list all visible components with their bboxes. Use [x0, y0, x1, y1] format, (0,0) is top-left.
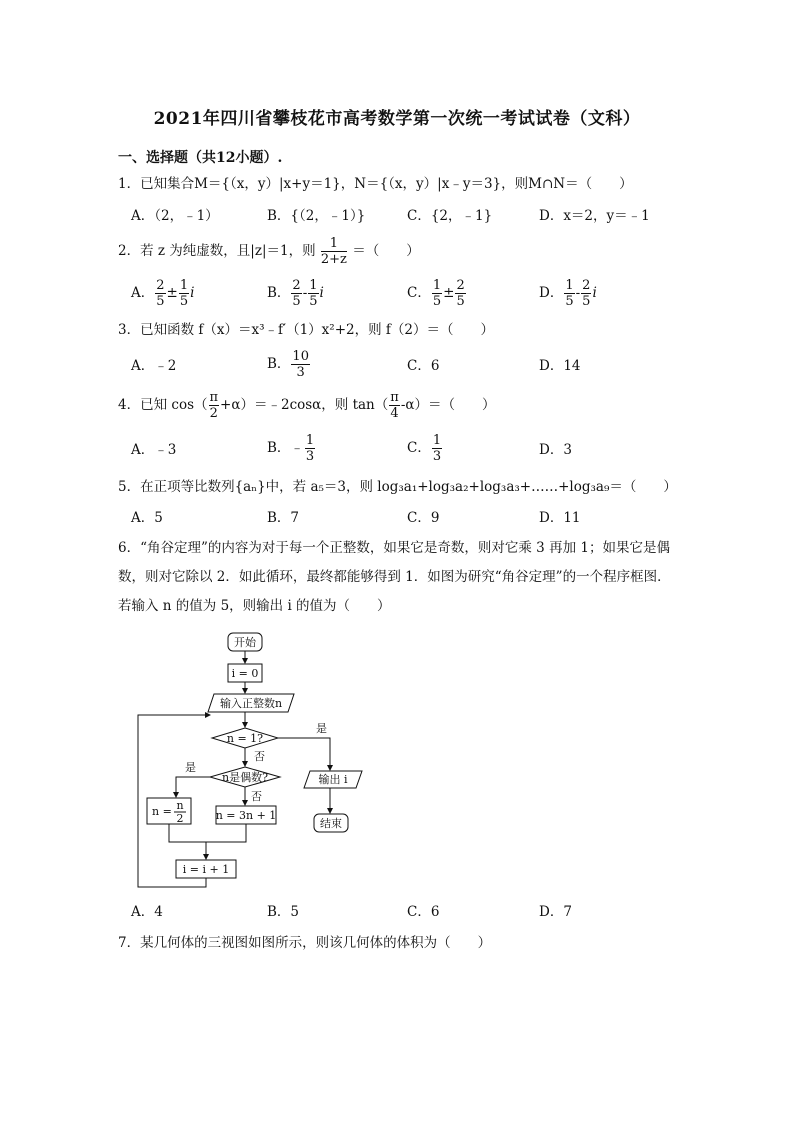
- flow-yes-label-2: 是: [185, 761, 196, 774]
- question-4-stem: 4．已知 cos（ $\frac{\pi}{2}$ +α）＝﹣2cosα，则 tan（ $\frac{\pi}{4}$ -α）＝（ ）: [118, 390, 496, 421]
- svg-text:输入正整数n: 输入正整数n: [219, 697, 283, 710]
- question-2-stem: 2．若 z 为纯虚数，且|z|＝1，则 $\frac{1}{2+z}$ ＝（ ）: [118, 236, 420, 267]
- q6-option-b[interactable]: B．5: [267, 904, 300, 920]
- svg-text:开始: 开始: [234, 636, 256, 649]
- flow-init-node: [228, 664, 262, 682]
- q2-option-d[interactable]: D． $\frac{1}{5}$ - $\frac{2}{5}$ i: [539, 278, 597, 309]
- q3-option-b[interactable]: B． $\frac{10}{3}$: [267, 349, 309, 380]
- svg-text:n = 3n + 1: n = 3n + 1: [215, 809, 277, 822]
- q2-option-a[interactable]: A． $\frac{2}{5}$ ± $\frac{1}{5}$ i: [131, 278, 195, 309]
- question-3-stem: 3．已知函数 f（x）＝x³﹣f′（1）x²+2，则 f（2）＝（ ）: [118, 322, 494, 338]
- q1-option-b[interactable]: B．{（2，﹣1）}: [267, 208, 366, 224]
- flow-start-node: [228, 633, 262, 651]
- svg-text:n是偶数?: n是偶数?: [222, 771, 268, 784]
- q5-option-b[interactable]: B．7: [267, 510, 300, 526]
- q5-option-a[interactable]: A．5: [131, 510, 163, 526]
- q6-option-c[interactable]: C．6: [407, 904, 440, 920]
- svg-text:n: n: [176, 799, 184, 812]
- q2-option-b[interactable]: B． $\frac{2}{5}$ - $\frac{1}{5}$ i: [267, 278, 324, 309]
- flow-even-node: [147, 798, 191, 825]
- q4-option-c[interactable]: C． $\frac{1}{3}$: [407, 433, 442, 464]
- flowchart-diagram: [130, 625, 410, 895]
- svg-text:n =: n =: [152, 805, 172, 818]
- q1-option-c[interactable]: C．{2，﹣1}: [407, 208, 493, 224]
- q3-option-d[interactable]: D．14: [539, 358, 581, 374]
- page-title: 2021年四川省攀枝花市高考数学第一次统一考试试卷（文科）: [153, 109, 641, 129]
- flow-no-label-2: 否: [251, 790, 262, 803]
- q5-option-d[interactable]: D．11: [539, 510, 581, 526]
- flow-output-node: [304, 771, 362, 788]
- svg-text:n = 1?: n = 1?: [226, 732, 264, 745]
- flow-inc-node: [176, 860, 236, 878]
- svg-text:i = i + 1: i = i + 1: [182, 863, 230, 876]
- question-1-stem: 1．已知集合M＝{（x，y）|x+y＝1}，N＝{（x，y）|x﹣y＝3}，则M∩N＝（ ）: [118, 176, 633, 192]
- q3-option-c[interactable]: C．6: [407, 358, 440, 374]
- flow-odd-node: [216, 806, 277, 824]
- q6-option-a[interactable]: A．4: [131, 904, 163, 920]
- q1-option-d[interactable]: D．x＝2，y＝﹣1: [539, 208, 650, 224]
- flow-end-node: [314, 814, 348, 832]
- question-6-stem: 6．“角谷定理”的内容为对于每一个正整数，如果它是奇数，则对它乘 3 再加 1；如果它是偶数，则对它除以 2．如此循环，最终都能够得到 1．如图为研究“角谷定理”的一个程序框图．若输入 n 的值为 5，则输出 i 的值为（ ）: [118, 540, 671, 614]
- q1-option-a[interactable]: A．（2，﹣1）: [131, 208, 219, 224]
- flow-no-label-1: 否: [254, 750, 265, 763]
- q4-option-b[interactable]: B．﹣ $\frac{1}{3}$: [267, 433, 315, 464]
- section-heading: 一、选择题（共12小题）.: [118, 150, 283, 166]
- flow-cond1-node: [212, 728, 278, 748]
- svg-text:输出 i: 输出 i: [318, 773, 348, 786]
- q4-option-a[interactable]: A．﹣3: [131, 442, 177, 458]
- flow-cond2-node: [210, 767, 280, 787]
- q4-option-d[interactable]: D．3: [539, 442, 572, 458]
- flow-yes-label-1: 是: [316, 722, 327, 735]
- svg-text:i = 0: i = 0: [231, 667, 259, 680]
- question-5-stem: 5．在正项等比数列{aₙ}中，若 a₅＝3，则 log₃a₁+log₃a₂+log₃a₃+……+log₃a₉＝（ ）: [118, 479, 677, 495]
- q3-option-a[interactable]: A．﹣2: [131, 358, 177, 374]
- flow-input-node: [208, 694, 294, 712]
- svg-text:2: 2: [176, 812, 184, 825]
- q6-option-d[interactable]: D．7: [539, 904, 572, 920]
- q2-option-c[interactable]: C． $\frac{1}{5}$ ± $\frac{2}{5}$: [407, 278, 465, 309]
- svg-text:结束: 结束: [320, 817, 342, 830]
- question-7-stem: 7．某几何体的三视图如图所示，则该几何体的体积为（ ）: [118, 935, 492, 951]
- q5-option-c[interactable]: C．9: [407, 510, 440, 526]
